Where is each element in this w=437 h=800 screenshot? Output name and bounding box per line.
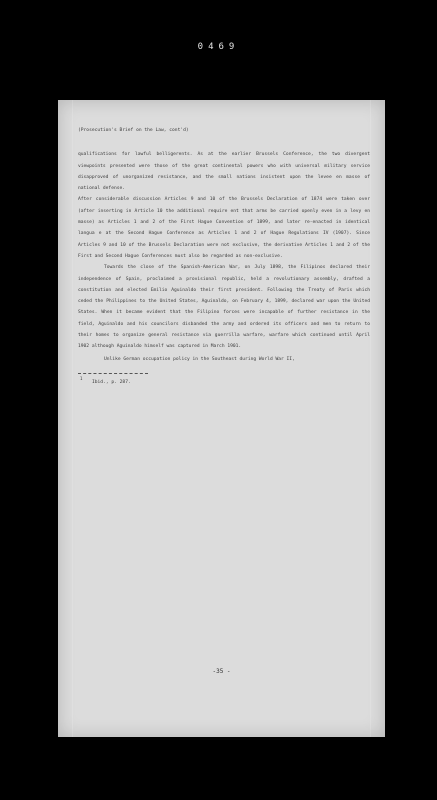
paragraph-continued: qualifications for lawful belligerents. As at the earlier Brussels Conference, the two divergent viewpoints presented were those of the great continental powers who with universal military service disapproved of unorganized resistance, and the small nations insistent upon the levee en masse of national defense. [78, 152, 370, 192]
running-header: (Prosecution's Brief on the Law, cont'd) [78, 128, 189, 133]
paragraph-philippine-insurrection: Towards the close of the Spanish-American War, on July 1898, the Filipinos declared their independence of Spain, proclaimed a provisional republic, held a revolutionary assembly, drafted a constitution and elected Emilio Aguinaldo their first president. Following the Treaty of Paris which ceded the Philippines to the United States, Aguinaldo, on February 4, 1899, declared war upon the United States. When it became evident that the Filipino forces were incapable of further resistance in the field, Aguinaldo and his councilors disbanded the army and ordered its officers and men to return to their homes to organize general resistance via guerrilla warfare, warfare which continued until April 1902 although Aguinaldo himself was captured in March 1901. [78, 265, 370, 350]
paragraph-german-occupation: Unlike German occupation policy in the Southeast during World War II, [104, 356, 295, 362]
footnote-divider [78, 373, 148, 374]
footnote-marker: 1 [80, 375, 83, 381]
document-page [58, 100, 385, 737]
footnote [78, 377, 370, 388]
page-body [78, 125, 370, 388]
footnote-text: Ibid., p. 287. [92, 379, 131, 385]
page-number: -35 - [212, 668, 231, 675]
frame-number: 0469 [197, 42, 240, 52]
paragraph-hague-articles: After considerable discussion Articles 9 and 10 of the Brussels Declaration of 1874 were taken over (after inserting in Article 10 the additional require ent that arms be carried openly even in a levy en masse) as Articles 1 and 2 of the First Hague Convention of 1899, and later re-enacted in identical langua e at the Second Hague Conference as Articles 1 and 2 of Hague Regulations IV (1907). Since Articles 9 and 10 of the Brussels Declaration were not exclusive, the derivative Articles 1 and 2 of the First and Second Hague Conferences must also be regarded as non-exclusive. [78, 197, 370, 259]
